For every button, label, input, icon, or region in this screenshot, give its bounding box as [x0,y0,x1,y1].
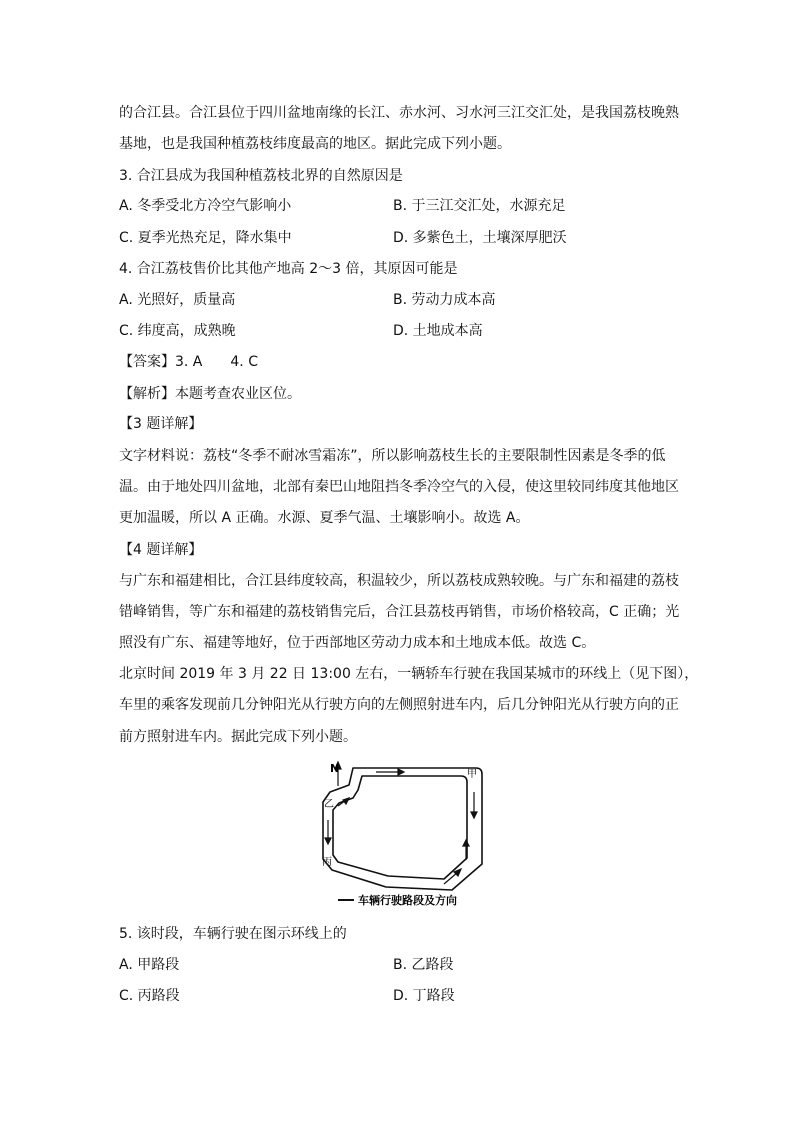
question-4-option-a: A. 光照好，质量高 [119,292,236,308]
road-arrow-lower-right-icon [463,840,469,860]
detail-3-heading: 【3 题详解】 [119,416,203,432]
intro-line-1: 的合江县。合江县位于四川盆地南缘的长江、赤水河、习水河三江交汇处，是我国荔枝晚熟 [119,105,679,121]
passage-2-line-3: 前方照射进车内。据此完成下列小题。 [119,729,357,745]
question-3-option-c: C. 夏季光热充足，降水集中 [119,230,292,246]
intro-line-2: 基地，也是我国种植荔枝纬度最高的地区。据此完成下列小题。 [119,136,511,152]
ring-road-diagram [316,760,486,915]
passage-2-line-2: 车里的乘客发现前几分钟阳光从行驶方向的左侧照射进车内，后几分钟阳光从行驶方向的正 [119,697,679,713]
ring-road-figure [316,760,486,915]
passage-2-line-1: 北京时间 2019 年 3 月 22 日 13:00 左右，一辆轿车行驶在我国某城市的环线上（见下图）， [119,666,699,682]
segment-bing-label: 丙 [322,857,332,868]
detail-4-line-2: 错峰销售，等广东和福建的荔枝销售完后，合江县荔枝再销售，市场价格较高，C 正确；光 [119,604,680,620]
question-3-option-d: D. 多紫色土，土壤深厚肥沃 [393,230,567,246]
question-4-option-b: B. 劳动力成本高 [393,292,496,308]
question-5-option-c: C. 丙路段 [119,988,180,1004]
question-3-option-a: A. 冬季受北方冷空气影响小 [119,198,292,214]
figure-legend: 车辆行驶路段及方向 [358,894,457,907]
question-4-stem: 4. 合江荔枝售价比其他产地高 2～3 倍，其原因可能是 [119,261,458,277]
question-4-option-d: D. 土地成本高 [393,323,483,339]
segment-yi-label: 乙 [324,799,334,810]
question-3-option-b: B. 于三江交汇处，水源充足 [393,198,566,214]
question-3-stem: 3. 合江县成为我国种植荔枝北界的自然原因是 [119,168,403,184]
detail-3-line-1: 文字材料说：荔枝“冬季不耐冰雪霜冻”，所以影响荔枝生长的主要限制性因素是冬季的低 [119,448,666,464]
question-5-option-a: A. 甲路段 [119,957,180,973]
detail-3-line-2: 温。由于地处四川盆地，北部有秦巴山地阻挡冬季冷空气的入侵，使这里较同纬度其他地区 [119,479,679,495]
question-5-option-d: D. 丁路段 [393,988,455,1004]
question-5-stem: 5. 该时段，车辆行驶在图示环线上的 [119,926,347,942]
answer-line: 【答案】3. A 4. C [119,354,258,370]
segment-ding-label: 丁 [469,824,479,835]
analysis-line: 【解析】本题考查农业区位。 [119,386,301,402]
road-arrow-top-icon [376,769,404,775]
detail-4-heading: 【4 题详解】 [119,542,203,558]
question-5-option-b: B. 乙路段 [393,957,454,973]
detail-3-line-3: 更加温暖，所以 A 正确。水源、夏季气温、土壤影响小。故选 A。 [119,510,530,526]
detail-4-line-3: 照没有广东、福建等地好，位于西部地区劳动力成本和土地成本低。故选 C。 [119,635,596,651]
ring-road-inner-edge [333,776,467,879]
road-arrow-right-icon [471,792,477,818]
question-4-option-c: C. 纬度高，成熟晚 [119,323,236,339]
segment-jia-label: 甲 [467,769,477,780]
detail-4-line-1: 与广东和福建相比，合江县纬度较高，积温较少，所以荔枝成熟较晚。与广东和福建的荔枝 [119,573,679,589]
north-label: N [330,762,340,775]
road-arrow-left-icon [325,820,331,844]
